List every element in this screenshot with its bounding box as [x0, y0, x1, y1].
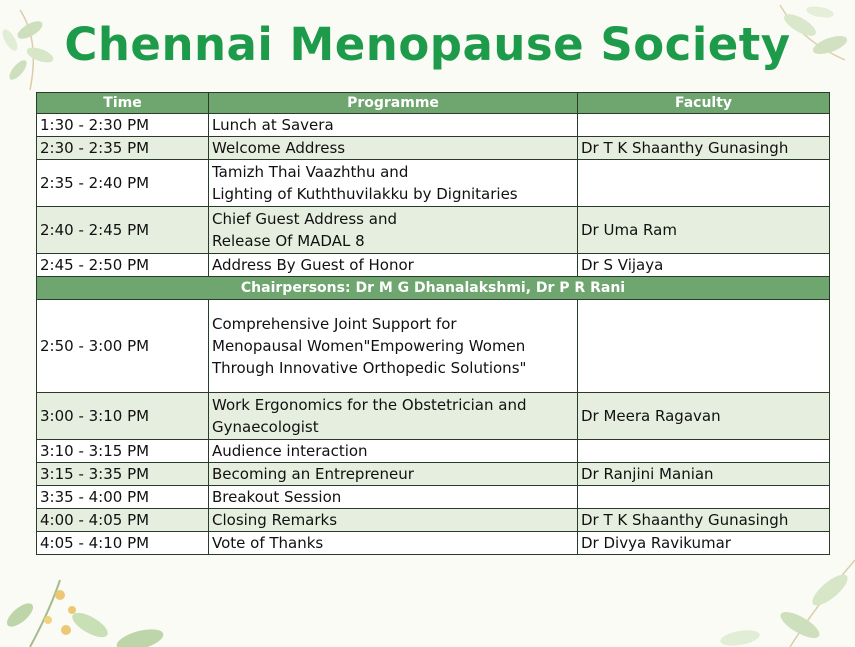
time-cell: 3:15 - 3:35 PM [37, 463, 209, 486]
leaf-sprig-icon [719, 560, 855, 647]
programme-cell: Address By Guest of Honor [209, 254, 578, 277]
time-cell: 3:10 - 3:15 PM [37, 440, 209, 463]
page-title: Chennai Menopause Society [64, 18, 791, 71]
time-cell: 2:45 - 2:50 PM [37, 254, 209, 277]
programme-line: Work Ergonomics for the Obstetrician and [212, 396, 527, 414]
faculty-cell [578, 486, 830, 509]
table-row [37, 137, 830, 160]
programme-cell [209, 207, 578, 254]
column-header-faculty: Faculty [578, 93, 830, 114]
schedule-table [36, 92, 830, 555]
table-header-row [37, 93, 830, 114]
faculty-cell: Dr S Vijaya [578, 254, 830, 277]
table-row [37, 114, 830, 137]
time-cell: 4:05 - 4:10 PM [37, 532, 209, 555]
table-row [37, 207, 830, 254]
time-cell: 2:50 - 3:00 PM [37, 300, 209, 393]
faculty-cell: Dr T K Shaanthy Gunasingh [578, 137, 830, 160]
programme-cell: Becoming an Entrepreneur [209, 463, 578, 486]
column-header-time: Time [37, 93, 209, 114]
table-row [37, 440, 830, 463]
table-row [37, 300, 830, 393]
table-row [37, 486, 830, 509]
time-cell: 1:30 - 2:30 PM [37, 114, 209, 137]
time-cell: 4:00 - 4:05 PM [37, 509, 209, 532]
faculty-cell [578, 114, 830, 137]
programme-cell: Lunch at Savera [209, 114, 578, 137]
time-cell: 2:35 - 2:40 PM [37, 160, 209, 207]
faculty-cell: Dr Ranjini Manian [578, 463, 830, 486]
table-row [37, 463, 830, 486]
faculty-cell: Dr Uma Ram [578, 207, 830, 254]
faculty-cell [578, 160, 830, 207]
programme-line: Lighting of Kuththuvilakku by Dignitaries [212, 185, 518, 203]
time-cell: 2:40 - 2:45 PM [37, 207, 209, 254]
time-cell: 2:30 - 2:35 PM [37, 137, 209, 160]
faculty-cell: Dr T K Shaanthy Gunasingh [578, 509, 830, 532]
faculty-cell [578, 300, 830, 393]
programme-line: Chief Guest Address and [212, 210, 397, 228]
programme-line: Tamizh Thai Vaazhthu and [212, 163, 409, 181]
table-row [37, 160, 830, 207]
programme-cell [209, 160, 578, 207]
programme-cell: Audience interaction [209, 440, 578, 463]
programme-cell: Welcome Address [209, 137, 578, 160]
table-row [37, 509, 830, 532]
programme-line: Release Of MADAL 8 [212, 232, 365, 250]
programme-cell [209, 393, 578, 440]
programme-line: Menopausal Women"Empowering Women [212, 337, 526, 355]
programme-cell: Closing Remarks [209, 509, 578, 532]
faculty-cell: Dr Meera Ragavan [578, 393, 830, 440]
chairpersons-row [37, 277, 830, 300]
programme-line: Comprehensive Joint Support for [212, 315, 457, 333]
table-row [37, 393, 830, 440]
table-row [37, 254, 830, 277]
column-header-programme: Programme [209, 93, 578, 114]
programme-line: Gynaecologist [212, 418, 319, 436]
faculty-cell [578, 440, 830, 463]
time-cell: 3:00 - 3:10 PM [37, 393, 209, 440]
table-row [37, 532, 830, 555]
time-cell: 3:35 - 4:00 PM [37, 486, 209, 509]
faculty-cell: Dr Divya Ravikumar [578, 532, 830, 555]
programme-cell: Vote of Thanks [209, 532, 578, 555]
flower-icon [3, 580, 165, 647]
programme-cell [209, 300, 578, 393]
programme-line: Through Innovative Orthopedic Solutions" [212, 359, 527, 377]
programme-cell: Breakout Session [209, 486, 578, 509]
chairpersons-cell: Chairpersons: Dr M G Dhanalakshmi, Dr P R Rani [37, 277, 830, 300]
